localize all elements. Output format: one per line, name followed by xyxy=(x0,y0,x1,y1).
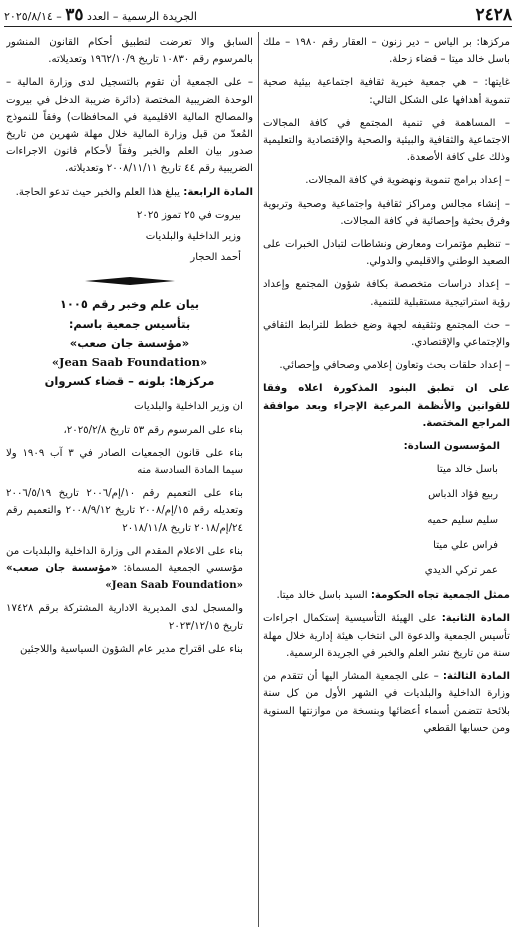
representative-name: السيد باسل خالد ميتا. xyxy=(276,590,368,602)
page-number: ٢٤٢٨ xyxy=(475,5,512,25)
left-column xyxy=(6,34,253,929)
section-divider-ornament xyxy=(6,276,253,286)
article-two xyxy=(263,610,510,662)
founder-name: عمر تركي الديدي xyxy=(424,565,498,577)
article-three xyxy=(263,668,510,737)
compliance-clause: على ان تطبق البنود المذكورة اعلاه وفقا للقوانين والأنظمة المرعية الإجراء وبعد موافقة المراجع المختصة. xyxy=(263,383,510,429)
association-headquarters: مركزها: بلونه – قضاء كسروان xyxy=(44,374,215,389)
issue-number: ٣٥ xyxy=(65,5,84,25)
issue-date: – ٢٠٢٥/٨/١٤ xyxy=(4,10,62,23)
article-three-label: المادة الثالثة: xyxy=(442,671,510,683)
continued-text: السابق والا تعرضت لتطبيق أحكام القانون المنشور بالمرسوم رقم ١٠٨٣٠ تاريخ ١٩٦٢/١٠/٩ وتعديلاته. xyxy=(6,37,253,66)
right-column xyxy=(263,34,510,929)
founder-name: ربيع فؤاد الدباس xyxy=(428,489,498,501)
preamble-line: والمسجل لدى المديرية الادارية المشتركة برقم ١٧٤٢٨ تاريخ ٢٠٢٣/١٢/١٥ xyxy=(6,603,243,632)
goal-item: – إعداد دراسات متخصصة بكافة شؤون المجتمع وإعداد رؤية استراتيجية مستقبلية للتنمية. xyxy=(263,279,510,308)
place-date: بيروت في ٢٥ تموز ٢٠٢٥ xyxy=(136,209,241,221)
association-name-arabic: «مؤسسة جان صعب» xyxy=(6,563,118,575)
article-three-text: – على الجمعية المشار اليها أن تتقدم من وزارة الداخلية والبلديات في الشهر الأول من كل سنة بلائحة تتضمن أسماء أعضائها وبنسخة من موازنتها السنوية ومن حسابها القطعي xyxy=(263,671,510,734)
founders-heading: المؤسسون السادة: xyxy=(403,441,500,453)
column-divider xyxy=(258,32,259,927)
headquarters-text: مركزها: بر الياس – دير زنون – العقار رقم ١٩٨٠ – ملك باسل خالد ميتا – قضاء زحلة. xyxy=(263,37,510,66)
goal-item: – تنظيم مؤتمرات ومعارض ونشاطات لتبادل الخبرات على الصعيد الوطني والاقليمي والدولي. xyxy=(263,239,510,268)
minister-title: وزير الداخلية والبلديات xyxy=(145,231,241,243)
page-header xyxy=(4,4,512,27)
preamble-line: ان وزير الداخلية والبلديات xyxy=(134,401,243,413)
goal-item: – حث المجتمع وتثقيفه لجهة وضع خطط للترابط الثقافي والإجتماعي والإقتصادي. xyxy=(263,319,510,349)
goal-item: – إعداد برامج تنموية ونهضوية في كافة المجالات. xyxy=(305,175,510,187)
goal-item: – إنشاء مجالس ومراكز ثقافية واجتماعية وصحية وتربوية وفرق بحثية وإحصائية في كافة المجالات. xyxy=(263,198,510,227)
notice-subtitle: بتأسيس جمعية باسم: xyxy=(68,316,191,331)
notice-title: بيان علم وخبر رقم ١٠٠٥ xyxy=(59,297,200,312)
preamble-line: بناء على المرسوم رقم ٥٣ تاريخ ٢٠٢٥/٢/٨، xyxy=(63,424,243,436)
article-two-label: المادة الثانية: xyxy=(441,613,510,625)
association-name-arabic: «مؤسسة جان صعب» xyxy=(69,335,190,350)
article-four-text: يبلغ هذا العلم والخبر حيث تدعو الحاجة. xyxy=(15,186,180,198)
article-two-text: على الهيئة التأسيسية إستكمال اجراءات تأسيس الجمعية والدعوة الى انتخاب هيئة إدارية خلال مهلة سنة من تاريخ نشر العلم والخبر في الجريدة الرسمية. xyxy=(263,613,510,659)
representative-label: ممثل الجمعية تجاه الحكومة: xyxy=(370,590,510,602)
founder-name: فراس علي ميتا xyxy=(433,539,498,551)
goal-item: – المساهمة في تنمية المجتمع في كافة المجالات الاجتماعية والثقافية والبيئية والصحية والإقتصادية والتعليمية وذلك على كافة الأصعدة. xyxy=(263,117,510,164)
tax-registration-text: – على الجمعية أن تقوم بالتسجيل لدى وزارة المالية – الوحدة الضريبية المختصة (دائرة ضريبة الدخل في بيروت والمصالح المالية الاقليمية في المحافظات) وفقاً للنموذج المُعدّ من قبل وزارة المالية خلال مهلة شهرين من تاريخ صدور بيان العلم والخبر وفقاً لأحكام قانون الاجراءات الضريبية رقم ٤٤ تاريخ ٢٠٠٨/١١/١١ وتعديلاته. xyxy=(6,77,253,175)
preamble-line xyxy=(6,543,253,595)
government-representative xyxy=(263,587,510,604)
gazette-name: الجريدة الرسمية – العدد xyxy=(87,10,197,23)
goals-text: غايتها: – هي جمعية خيرية ثقافية اجتماعية بيئية صحية تنموية أهدافها على الشكل التالي: xyxy=(263,77,510,106)
preamble-text: بناء على الاعلام المقدم الى وزارة الداخلية والبلديات من مؤسسي الجمعية المسماة: xyxy=(6,545,243,575)
preamble-line: بناء على قانون الجمعيات الصادر في ٣ آب ١٩٠٩ ولا سيما المادة السادسة منه xyxy=(6,447,243,477)
founder-name: سليم سليم حميه xyxy=(427,514,498,526)
founder-name: باسل خالد ميتا xyxy=(436,464,498,476)
signer-name: أحمد الحجار xyxy=(190,252,241,264)
article-four xyxy=(6,184,253,201)
preamble-line: بناء على اقتراح مدير عام الشؤون السياسية واللاجئين xyxy=(19,643,243,655)
article-four-label: المادة الرابعة: xyxy=(183,186,253,198)
association-name-english: «Jean Saab Foundation» xyxy=(105,579,243,592)
preamble-line: بناء على التعميم رقم ١٠/إم/٢٠٠٦ تاريخ ٢٠٠٦/٥/١٩ وتعديله رقم ١٥/إم/٢٠٠٨ تاريخ ٢٠٠٨/٩/١٢ والتعميم رقم ٢٤/إم/٢٠١٨ تاريخ ٢٠١٨/١١/٨ xyxy=(6,488,244,534)
goal-item: – إعداد حلقات بحث وتعاون إعلامي وصحافي وإحصائي. xyxy=(279,360,510,372)
association-name-english: «Jean Saab Foundation» xyxy=(51,355,208,370)
gazette-issue-info xyxy=(4,5,197,25)
founders-list xyxy=(263,461,510,579)
